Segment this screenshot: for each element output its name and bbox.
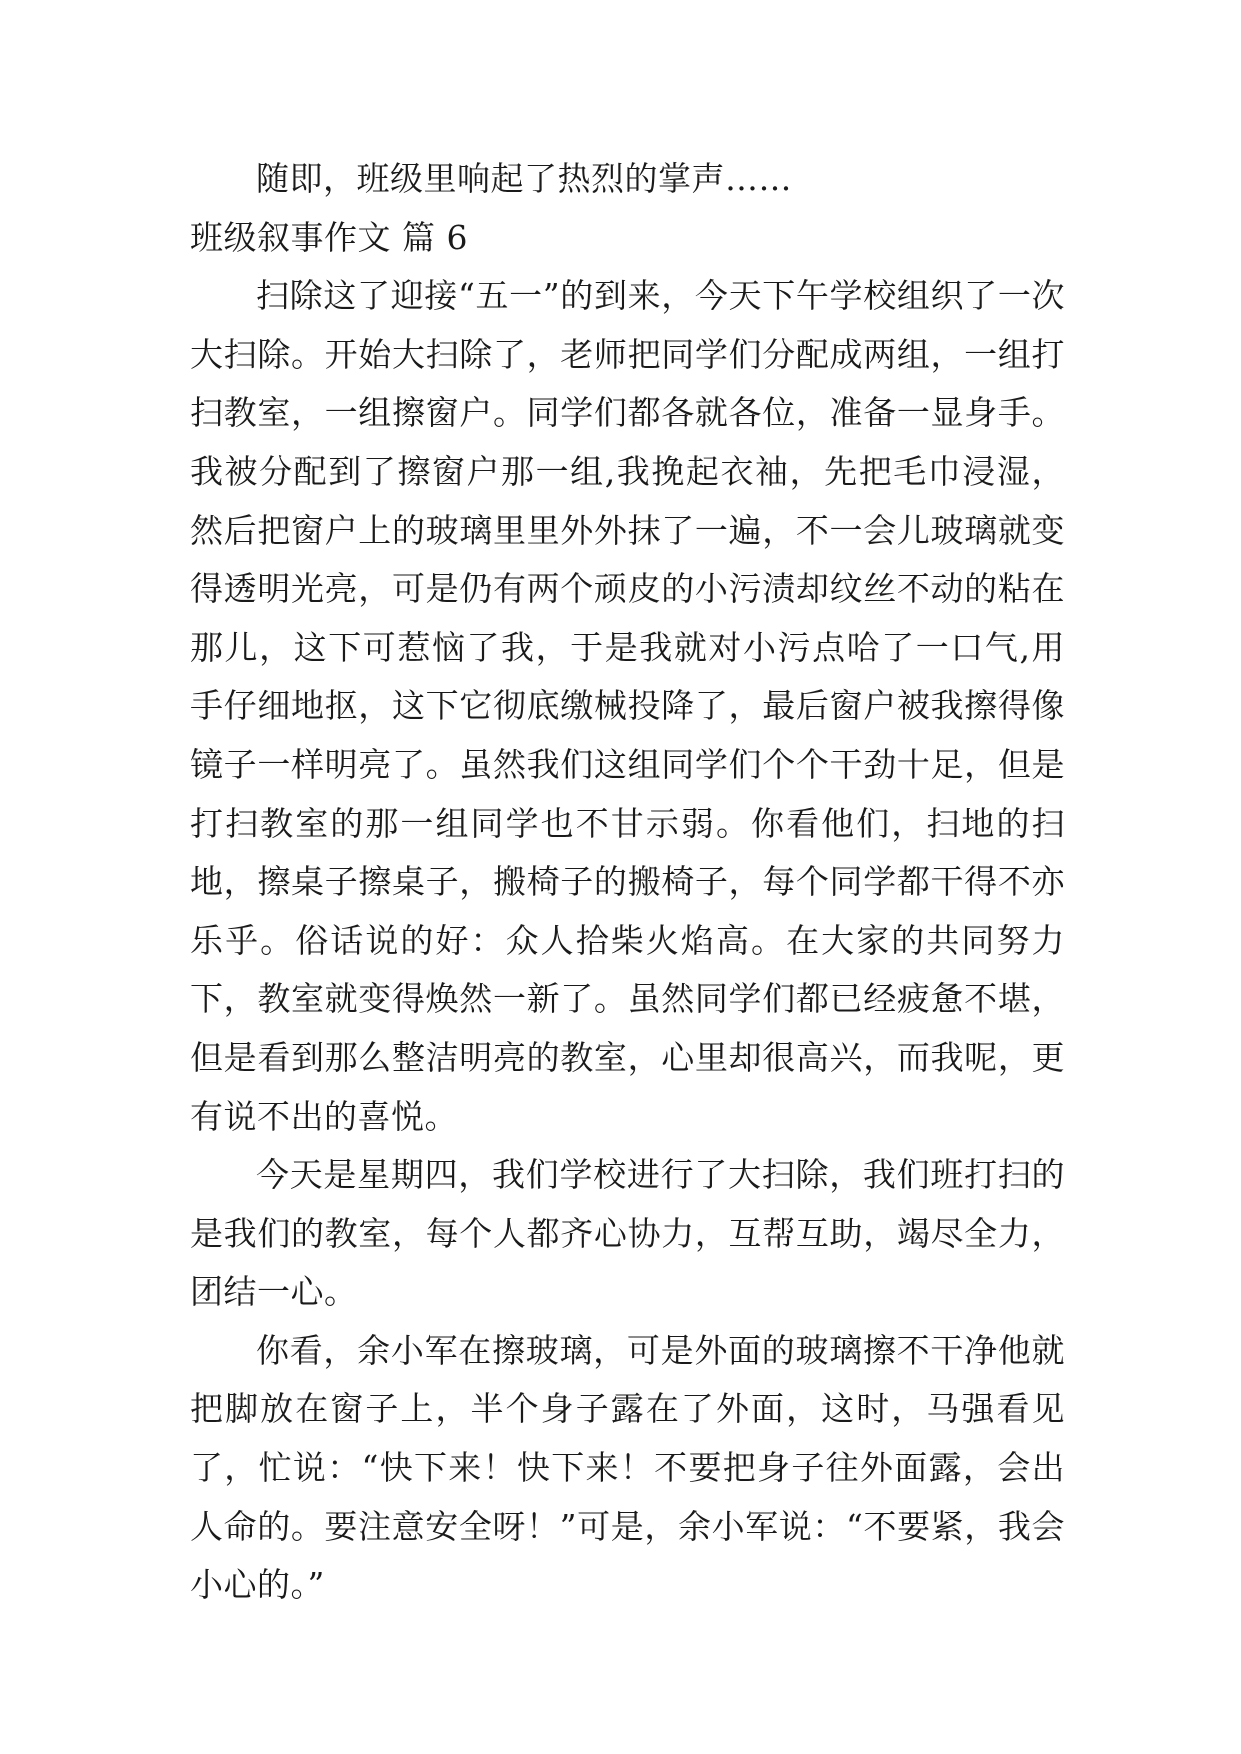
paragraph-window: 你看，余小军在擦玻璃，可是外面的玻璃擦不干净他就把脚放在窗子上，半个身子露在了外面，这时，马强看见了，忙说：“快下来！快下来！不要把身子往外面露，会出人命的。要注意安全呀！”可是，余小军说：“不要紧，我会小心的。” — [190, 1330, 1065, 1605]
document-page — [190, 150, 1065, 1615]
paragraph-cleaning-day: 扫除这了迎接“五一”的到来，今天下午学校组织了一次大扫除。开始大扫除了，老师把同学们分配成两组，一组打扫教室，一组擦窗户。同学们都各就各位，准备一显身手。我被分配到了擦窗户那一组,我挽起衣袖，先把毛巾浸湿，然后把窗户上的玻璃里里外外抹了一遍，不一会儿玻璃就变得透明光亮，可是仍有两个顽皮的小污渍却纹丝不动的粘在那儿，这下可惹恼了我，于是我就对小污点哈了一口气,用手仔细地抠，这下它彻底缴械投降了，最后窗户被我擦得像镜子一样明亮了。虽然我们这组同学们个个干劲十足，但是打扫教室的那一组同学也不甘示弱。你看他们，扫地的扫地，擦桌子擦桌子，搬椅子的搬椅子，每个同学都干得不亦乐乎。俗话说的好：众人拾柴火焰高。在大家的共同努力下，教室就变得焕然一新了。虽然同学们都已经疲惫不堪，但是看到那么整洁明亮的教室，心里却很高兴，而我呢，更有说不出的喜悦。 — [190, 276, 1065, 1136]
intro-paragraph: 随即，班级里响起了热烈的掌声…… — [256, 159, 792, 198]
section-title: 班级叙事作文 篇 6 — [190, 217, 468, 257]
paragraph-thursday: 今天是星期四，我们学校进行了大扫除，我们班打扫的是我们的教室，每个人都齐心协力，互帮互助，竭尽全力，团结一心。 — [190, 1155, 1065, 1312]
